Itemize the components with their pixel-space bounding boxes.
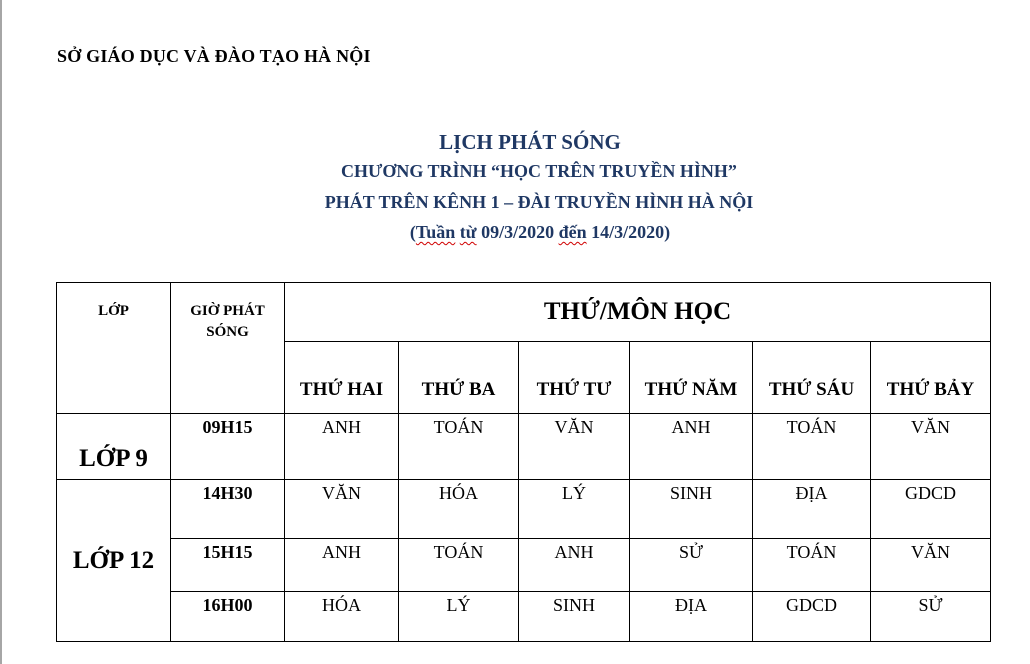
air-time: 15H15 (171, 539, 285, 592)
schedule-table (56, 282, 991, 642)
channel-subtitle: PHÁT TRÊN KÊNH 1 – ĐÀI TRUYỀN HÌNH HÀ NỘI (324, 192, 754, 212)
day-header: THỨ NĂM (630, 342, 753, 414)
day-header: THỨ HAI (285, 342, 399, 414)
subject-cell: SỬ (630, 539, 753, 592)
header-days-group: THỨ/MÔN HỌC (285, 283, 991, 342)
page-left-edge (0, 0, 2, 664)
air-time: 09H15 (171, 414, 285, 480)
air-time: 14H30 (171, 480, 285, 539)
subject-cell: ĐỊA (753, 480, 871, 539)
document-titles (0, 128, 1030, 247)
subject-cell: TOÁN (399, 414, 519, 480)
table-row (57, 592, 991, 642)
air-time: 16H00 (171, 592, 285, 642)
subject-cell: SINH (519, 592, 630, 642)
grade-label: LỚP 12 (57, 480, 171, 642)
day-header: THỨ SÁU (753, 342, 871, 414)
table-row (57, 414, 991, 480)
subject-cell: ANH (285, 539, 399, 592)
day-header: THỨ BẢY (871, 342, 991, 414)
subject-cell: TOÁN (399, 539, 519, 592)
header-row (57, 283, 991, 342)
subject-cell: LÝ (519, 480, 630, 539)
subject-cell: LÝ (399, 592, 519, 642)
week-end-date: 14/3/2020) (586, 222, 671, 242)
week-word-1: Tuần (415, 222, 456, 242)
subject-cell: ANH (519, 539, 630, 592)
subject-cell: GDCD (871, 480, 991, 539)
subject-cell: TOÁN (753, 539, 871, 592)
subject-cell: HÓA (399, 480, 519, 539)
subject-cell: GDCD (753, 592, 871, 642)
subject-cell: ANH (630, 414, 753, 480)
subject-cell: VĂN (871, 539, 991, 592)
program-subtitle: CHƯƠNG TRÌNH “HỌC TRÊN TRUYỀN HÌNH” (341, 161, 737, 181)
subject-cell: ĐỊA (630, 592, 753, 642)
week-word-3: đến (558, 222, 587, 242)
day-header: THỨ BA (399, 342, 519, 414)
week-word-2: từ (459, 222, 477, 242)
table-row (57, 480, 991, 539)
subject-cell: SỬ (871, 592, 991, 642)
document-title: LỊCH PHÁT SÓNG (439, 130, 621, 154)
subject-cell: SINH (630, 480, 753, 539)
header-grade: LỚP (57, 283, 171, 414)
week-range (50, 218, 1030, 247)
subject-cell: VĂN (871, 414, 991, 480)
organization-name: SỞ GIÁO DỤC VÀ ĐÀO TẠO HÀ NỘI (57, 46, 371, 66)
header-time: GIỜ PHÁT SÓNG (171, 283, 285, 414)
subject-cell: VĂN (285, 480, 399, 539)
table-row (57, 539, 991, 592)
week-start-date: 09/3/2020 (476, 222, 559, 242)
grade-label: LỚP 9 (57, 414, 171, 480)
subject-cell: VĂN (519, 414, 630, 480)
day-header: THỨ TƯ (519, 342, 630, 414)
subject-cell: ANH (285, 414, 399, 480)
subject-cell: TOÁN (753, 414, 871, 480)
subject-cell: HÓA (285, 592, 399, 642)
week-paren: ( (409, 222, 416, 242)
